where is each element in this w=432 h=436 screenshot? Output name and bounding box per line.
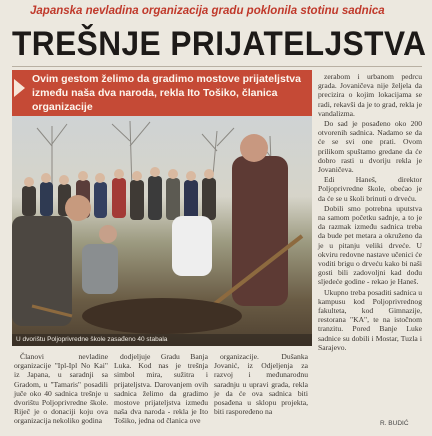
paragraph: Do sad je posađeno oko 200 otvorenih sadnica. Nadamo se da će se svi one prati. Ovom prilikom spuštamo gredane da će dobro rasti u dvoriju rekla je Jovaničeva. [318, 119, 422, 175]
paragraph: organizacije. Dušanka Jovanić, iz Odjeljenja za razvoj i međunarodnu saradnju u upravi grada, rekla je da će ova sadnica biti posađena u sklopu projekta, biti raspoređeno na [214, 352, 308, 417]
article-kicker: Japanska nevladina organizacija gradu poklonila stotinu sadnica [30, 5, 385, 17]
bottom-column-2 [114, 352, 208, 424]
header-rule [12, 66, 422, 67]
byline: R. BUDIĆ [380, 420, 409, 427]
right-column [318, 72, 422, 422]
paragraph: Ukupno treba posaditi sadnica u kampusu kod Poljoprivrednog fakulteta, kod Gimnazije, restorana "KA", te na istočnom tranzitu. Pored Banje Luke sadnice su dobili i Mostar, Tuzla i Sarajevo. [318, 287, 422, 352]
photo-illustration [12, 116, 312, 346]
arrow-icon [14, 79, 25, 97]
paragraph: zerabom i urbanom pedrcu grada. Jovaničeva nije željela da precizira o kojim lokacijama se radi, rekavši da je to grad, rekla je vandalizma. [318, 72, 422, 118]
article-headline: TREŠNJE PRIJATELJSTVA [12, 25, 427, 63]
bottom-column-3 [214, 352, 308, 424]
photo-caption: U dvorištu Poljoprivredne škole zasađeno 40 stabala [12, 334, 312, 346]
paragraph: Edi Haneš, direktor Poljoprivredne škole, obećao je da će se u školi brinuti o drveću. [318, 175, 422, 203]
article-photo [12, 116, 312, 346]
paragraph: Dobili smo potrebna uputstva na samom početku sadnje, a to je da razmak između sadnica treba da bude pet metara a okruženo da je u pitanju veliki drveće. U okviru redovne nastave učenici će voditi brigu o drveću kako bi naši gosti bili zadovoljni kad dođu sljedeće godine - rekao je Haneš. [318, 203, 422, 287]
bottom-column-1 [14, 352, 108, 424]
article-deck: Ovim gestom želimo da gradimo mostove prijateljstva između naša dva naroda, rekla Ito Tošiko, članica organizacije [32, 73, 301, 113]
paragraph: Članovi nevladine organizacije "Ipl-Ipl No Kai" iz Japana, u saradnji sa Gradom, u "Tamaris" posadili juče oko 40 sadnica trešnje u dvorištu Poljoprivredne škole. Riječ je o donaciji koju ova organizacija nekoliko godina [14, 352, 108, 426]
paragraph: dodjeljuje Gradu Banja Luka. Kod nas je trešnja simbol mira, sužitra i prijateljstva. Darovanjem ovih sadnica želimo da gradimo mostove prijateljstva između naša dva naroda - rekla je Ito Tošiko, jedna od članica ove [114, 352, 208, 426]
